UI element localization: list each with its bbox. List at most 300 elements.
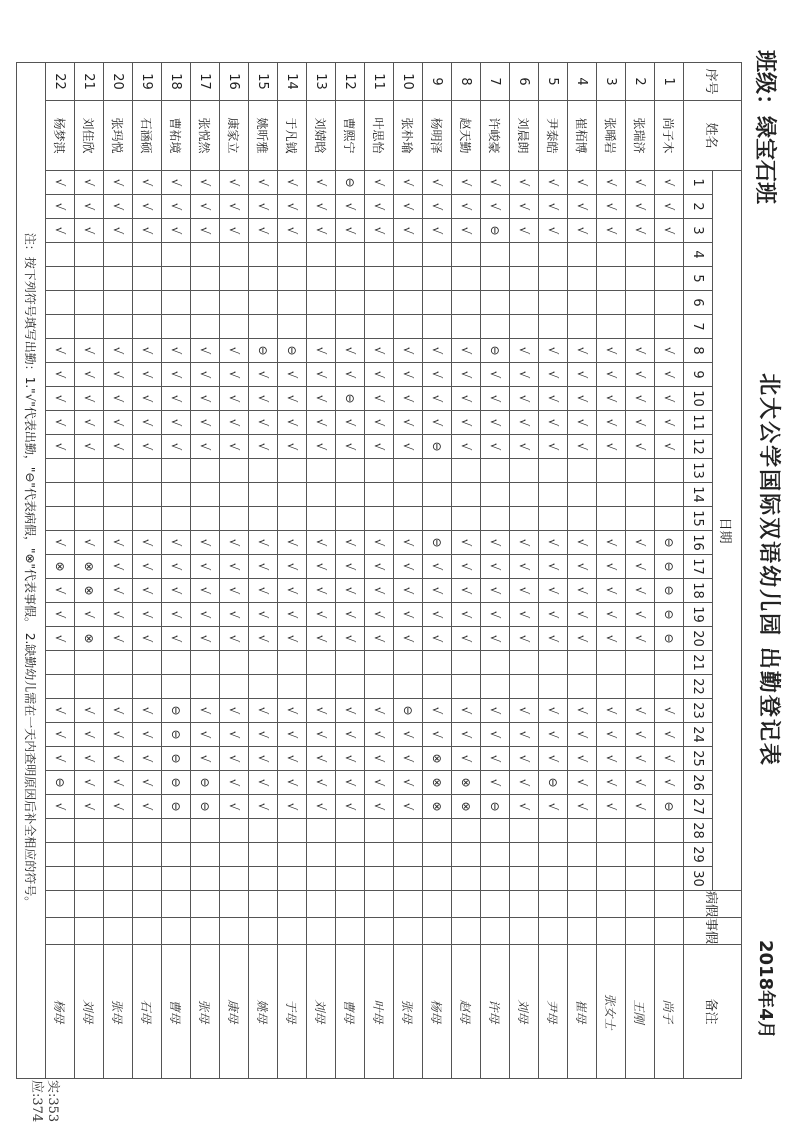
- attendance-mark-cell: √: [423, 555, 452, 579]
- attendance-mark-cell: [394, 507, 423, 531]
- attendance-mark-cell: √: [394, 627, 423, 651]
- attendance-mark-cell: √: [249, 219, 278, 243]
- attendance-mark-cell: √: [597, 195, 626, 219]
- remark-cell: 刘母: [510, 945, 539, 1079]
- remark-cell: 王刚: [626, 945, 655, 1079]
- sick-cell: [220, 891, 249, 918]
- name-cell: 康家立: [220, 101, 249, 171]
- sick-cell: [162, 891, 191, 918]
- attendance-mark-cell: [249, 459, 278, 483]
- attendance-mark-cell: [481, 315, 510, 339]
- attendance-mark-cell: [626, 291, 655, 315]
- attendance-mark-cell: [568, 315, 597, 339]
- attendance-mark-cell: ⊗: [46, 555, 75, 579]
- attendance-mark-cell: [568, 507, 597, 531]
- attendance-mark-cell: [539, 267, 568, 291]
- attendance-mark-cell: √: [75, 363, 104, 387]
- attendance-mark-cell: √: [75, 339, 104, 363]
- attendance-mark-cell: ⊗: [75, 555, 104, 579]
- attendance-mark-cell: √: [394, 771, 423, 795]
- attendance-mark-cell: [46, 459, 75, 483]
- attendance-mark-cell: √: [452, 555, 481, 579]
- attendance-mark-cell: [423, 267, 452, 291]
- attendance-mark-cell: [220, 315, 249, 339]
- attendance-mark-cell: √: [336, 795, 365, 819]
- attendance-mark-cell: √: [539, 555, 568, 579]
- attendance-mark-cell: √: [46, 339, 75, 363]
- attendance-mark-cell: [394, 651, 423, 675]
- name-cell: 曹祐境: [162, 101, 191, 171]
- seq-cell: 22: [46, 63, 75, 101]
- attendance-mark-cell: √: [278, 411, 307, 435]
- attendance-mark-cell: [46, 507, 75, 531]
- attendance-mark-cell: √: [423, 723, 452, 747]
- attendance-mark-cell: ⊖: [191, 771, 220, 795]
- table-row: [365, 63, 394, 1079]
- day-header-28: 28: [684, 819, 713, 843]
- attendance-mark-cell: √: [481, 363, 510, 387]
- attendance-mark-cell: [597, 267, 626, 291]
- attendance-mark-cell: √: [481, 387, 510, 411]
- attendance-mark-cell: [162, 843, 191, 867]
- attendance-mark-cell: [423, 843, 452, 867]
- attendance-mark-cell: [568, 291, 597, 315]
- attendance-mark-cell: √: [191, 195, 220, 219]
- attendance-mark-cell: [365, 507, 394, 531]
- attendance-mark-cell: √: [626, 531, 655, 555]
- attendance-mark-cell: √: [46, 579, 75, 603]
- attendance-mark-cell: √: [626, 339, 655, 363]
- table-row: [481, 63, 510, 1079]
- attendance-mark-cell: √: [336, 603, 365, 627]
- attendance-mark-cell: √: [539, 411, 568, 435]
- attendance-mark-cell: √: [568, 579, 597, 603]
- attendance-mark-cell: √: [423, 387, 452, 411]
- attendance-mark-cell: [568, 243, 597, 267]
- attendance-mark-cell: [452, 315, 481, 339]
- name-cell: 尹泰皓: [539, 101, 568, 171]
- attendance-mark-cell: ⊖: [655, 531, 684, 555]
- attendance-mark-cell: √: [278, 435, 307, 459]
- attendance-mark-cell: √: [220, 555, 249, 579]
- personal-cell: [191, 918, 220, 945]
- attendance-mark-cell: √: [539, 723, 568, 747]
- attendance-mark-cell: [104, 267, 133, 291]
- attendance-mark-cell: [481, 507, 510, 531]
- attendance-mark-cell: √: [278, 603, 307, 627]
- attendance-mark-cell: ⊗: [75, 579, 104, 603]
- remarks-header: 备注: [684, 945, 742, 1079]
- day-header-7: 7: [684, 315, 713, 339]
- attendance-mark-cell: √: [510, 339, 539, 363]
- sick-cell: [597, 891, 626, 918]
- attendance-mark-cell: ⊖: [539, 771, 568, 795]
- attendance-mark-cell: [510, 843, 539, 867]
- attendance-mark-cell: [539, 819, 568, 843]
- attendance-mark-cell: [423, 819, 452, 843]
- day-header-16: 16: [684, 531, 713, 555]
- attendance-mark-cell: [365, 675, 394, 699]
- attendance-mark-cell: [133, 459, 162, 483]
- attendance-mark-cell: √: [104, 363, 133, 387]
- attendance-mark-cell: √: [220, 363, 249, 387]
- attendance-mark-cell: √: [191, 627, 220, 651]
- attendance-mark-cell: √: [423, 627, 452, 651]
- seq-cell: 2: [626, 63, 655, 101]
- attendance-mark-cell: [220, 507, 249, 531]
- attendance-mark-cell: ⊗: [423, 747, 452, 771]
- attendance-mark-cell: √: [626, 411, 655, 435]
- attendance-mark-cell: √: [307, 195, 336, 219]
- attendance-mark-cell: √: [365, 195, 394, 219]
- seq-cell: 19: [133, 63, 162, 101]
- attendance-mark-cell: √: [191, 171, 220, 195]
- attendance-mark-cell: √: [104, 699, 133, 723]
- attendance-mark-cell: [104, 483, 133, 507]
- attendance-mark-cell: √: [307, 723, 336, 747]
- attendance-mark-cell: [597, 459, 626, 483]
- attendance-mark-cell: √: [46, 603, 75, 627]
- personal-cell: [539, 918, 568, 945]
- table-row: [336, 63, 365, 1079]
- name-cell: 于凡钺: [278, 101, 307, 171]
- attendance-mark-cell: [133, 867, 162, 891]
- attendance-mark-cell: [365, 315, 394, 339]
- day-header-24: 24: [684, 723, 713, 747]
- attendance-mark-cell: √: [655, 171, 684, 195]
- attendance-mark-cell: √: [220, 723, 249, 747]
- sick-cell: [307, 891, 336, 918]
- attendance-mark-cell: [481, 267, 510, 291]
- attendance-mark-cell: √: [162, 195, 191, 219]
- attendance-mark-cell: [597, 483, 626, 507]
- day-header-13: 13: [684, 459, 713, 483]
- attendance-mark-cell: [394, 315, 423, 339]
- attendance-mark-cell: √: [307, 387, 336, 411]
- attendance-mark-cell: √: [510, 435, 539, 459]
- table-row: [104, 63, 133, 1079]
- attendance-mark-cell: √: [307, 627, 336, 651]
- attendance-mark-cell: [394, 867, 423, 891]
- attendance-mark-cell: √: [191, 579, 220, 603]
- attendance-mark-cell: ⊖: [481, 339, 510, 363]
- attendance-mark-cell: [336, 243, 365, 267]
- attendance-mark-cell: [481, 483, 510, 507]
- attendance-mark-cell: [104, 291, 133, 315]
- attendance-mark-cell: [539, 867, 568, 891]
- attendance-mark-cell: √: [394, 219, 423, 243]
- name-cell: 杨梦淇: [46, 101, 75, 171]
- attendance-mark-cell: [249, 675, 278, 699]
- remark-cell: 尹母: [539, 945, 568, 1079]
- attendance-mark-cell: √: [191, 747, 220, 771]
- attendance-mark-cell: [597, 651, 626, 675]
- attendance-mark-cell: √: [249, 531, 278, 555]
- attendance-mark-cell: [626, 843, 655, 867]
- attendance-mark-cell: ⊖: [655, 579, 684, 603]
- attendance-mark-cell: √: [365, 411, 394, 435]
- attendance-mark-cell: √: [365, 627, 394, 651]
- attendance-mark-cell: √: [249, 555, 278, 579]
- attendance-mark-cell: [220, 267, 249, 291]
- attendance-mark-cell: √: [394, 411, 423, 435]
- attendance-mark-cell: [510, 459, 539, 483]
- attendance-mark-cell: [46, 819, 75, 843]
- attendance-mark-cell: √: [307, 339, 336, 363]
- attendance-mark-cell: [46, 675, 75, 699]
- attendance-mark-cell: [104, 507, 133, 531]
- attendance-mark-cell: [307, 819, 336, 843]
- attendance-mark-cell: [191, 651, 220, 675]
- attendance-mark-cell: [655, 819, 684, 843]
- attendance-mark-cell: [249, 291, 278, 315]
- attendance-mark-cell: √: [394, 171, 423, 195]
- attendance-mark-cell: √: [278, 363, 307, 387]
- remark-cell: 张女士: [597, 945, 626, 1079]
- attendance-mark-cell: [481, 651, 510, 675]
- attendance-mark-cell: √: [336, 723, 365, 747]
- attendance-mark-cell: [626, 483, 655, 507]
- name-cell: 刘佳欣: [75, 101, 104, 171]
- attendance-mark-cell: √: [75, 723, 104, 747]
- attendance-mark-cell: √: [365, 171, 394, 195]
- day-header-25: 25: [684, 747, 713, 771]
- day-header-8: 8: [684, 339, 713, 363]
- attendance-mark-cell: [278, 675, 307, 699]
- attendance-mark-cell: [510, 867, 539, 891]
- attendance-mark-cell: [278, 267, 307, 291]
- name-cell: 张瑞济: [626, 101, 655, 171]
- table-row: [162, 63, 191, 1079]
- attendance-mark-cell: √: [568, 771, 597, 795]
- seq-cell: 18: [162, 63, 191, 101]
- attendance-mark-cell: √: [162, 363, 191, 387]
- attendance-mark-cell: √: [75, 195, 104, 219]
- attendance-mark-cell: √: [510, 531, 539, 555]
- attendance-mark-cell: √: [104, 771, 133, 795]
- personal-cell: [655, 918, 684, 945]
- attendance-mark-cell: ⊗: [75, 627, 104, 651]
- attendance-mark-cell: ⊖: [394, 699, 423, 723]
- attendance-mark-cell: √: [510, 195, 539, 219]
- attendance-mark-cell: [510, 483, 539, 507]
- day-header-29: 29: [684, 843, 713, 867]
- attendance-mark-cell: [655, 267, 684, 291]
- attendance-mark-cell: [655, 651, 684, 675]
- day-header-17: 17: [684, 555, 713, 579]
- attendance-mark-cell: √: [75, 531, 104, 555]
- attendance-mark-cell: √: [307, 411, 336, 435]
- attendance-mark-cell: [365, 867, 394, 891]
- attendance-mark-cell: [307, 867, 336, 891]
- attendance-mark-cell: √: [249, 363, 278, 387]
- attendance-mark-cell: √: [278, 699, 307, 723]
- attendance-mark-cell: √: [539, 699, 568, 723]
- attendance-mark-cell: √: [191, 411, 220, 435]
- remark-cell: 康母: [220, 945, 249, 1079]
- attendance-mark-cell: √: [481, 411, 510, 435]
- attendance-mark-cell: [249, 315, 278, 339]
- attendance-mark-cell: [568, 459, 597, 483]
- name-cell: 曹熙宁: [336, 101, 365, 171]
- attendance-mark-cell: [191, 267, 220, 291]
- attendance-mark-cell: √: [278, 723, 307, 747]
- attendance-mark-cell: [452, 819, 481, 843]
- attendance-mark-cell: √: [568, 387, 597, 411]
- attendance-mark-cell: [191, 243, 220, 267]
- attendance-mark-cell: √: [597, 339, 626, 363]
- attendance-mark-cell: √: [220, 771, 249, 795]
- remark-cell: 于母: [278, 945, 307, 1079]
- attendance-mark-cell: √: [481, 699, 510, 723]
- attendance-mark-cell: √: [133, 195, 162, 219]
- attendance-mark-cell: √: [655, 363, 684, 387]
- day-header-10: 10: [684, 387, 713, 411]
- attendance-mark-cell: √: [481, 555, 510, 579]
- attendance-mark-cell: [162, 267, 191, 291]
- attendance-mark-cell: √: [249, 795, 278, 819]
- attendance-mark-cell: √: [568, 627, 597, 651]
- attendance-mark-cell: √: [336, 555, 365, 579]
- personal-cell: [307, 918, 336, 945]
- attendance-mark-cell: √: [510, 747, 539, 771]
- attendance-mark-cell: √: [626, 579, 655, 603]
- attendance-mark-cell: [249, 267, 278, 291]
- attendance-mark-cell: √: [191, 699, 220, 723]
- attendance-mark-cell: [336, 675, 365, 699]
- attendance-mark-cell: √: [423, 603, 452, 627]
- attendance-mark-cell: √: [220, 339, 249, 363]
- table-row: [278, 63, 307, 1079]
- attendance-mark-cell: ⊖: [655, 627, 684, 651]
- attendance-mark-cell: [481, 867, 510, 891]
- attendance-mark-cell: √: [75, 219, 104, 243]
- attendance-mark-cell: √: [510, 723, 539, 747]
- attendance-mark-cell: √: [133, 771, 162, 795]
- attendance-mark-cell: √: [655, 219, 684, 243]
- attendance-mark-cell: ⊖: [423, 435, 452, 459]
- attendance-mark-cell: √: [597, 579, 626, 603]
- remark-cell: 刘母: [75, 945, 104, 1079]
- table-row: [133, 63, 162, 1079]
- attendance-mark-cell: √: [104, 531, 133, 555]
- seq-cell: 4: [568, 63, 597, 101]
- attendance-mark-cell: √: [626, 387, 655, 411]
- personal-cell: [133, 918, 162, 945]
- attendance-mark-cell: [307, 459, 336, 483]
- table-row: [191, 63, 220, 1079]
- attendance-mark-cell: √: [220, 531, 249, 555]
- attendance-mark-cell: [626, 243, 655, 267]
- attendance-mark-cell: √: [510, 387, 539, 411]
- attendance-mark-cell: [423, 291, 452, 315]
- attendance-mark-cell: √: [249, 723, 278, 747]
- table-row: [220, 63, 249, 1079]
- table-row: [75, 63, 104, 1079]
- attendance-mark-cell: √: [307, 795, 336, 819]
- attendance-mark-cell: √: [191, 387, 220, 411]
- attendance-mark-cell: [249, 843, 278, 867]
- remark-cell: 叶母: [365, 945, 394, 1079]
- attendance-mark-cell: √: [626, 627, 655, 651]
- attendance-mark-cell: √: [568, 603, 597, 627]
- attendance-mark-cell: √: [220, 795, 249, 819]
- attendance-mark-cell: √: [133, 603, 162, 627]
- attendance-mark-cell: [162, 483, 191, 507]
- day-header-6: 6: [684, 291, 713, 315]
- attendance-mark-cell: [655, 483, 684, 507]
- attendance-mark-cell: √: [249, 579, 278, 603]
- attendance-mark-cell: √: [452, 195, 481, 219]
- attendance-mark-cell: √: [307, 531, 336, 555]
- seq-cell: 10: [394, 63, 423, 101]
- attendance-mark-cell: √: [162, 387, 191, 411]
- attendance-mark-cell: √: [597, 771, 626, 795]
- attendance-mark-cell: √: [46, 747, 75, 771]
- attendance-mark-cell: [510, 507, 539, 531]
- attendance-mark-cell: [133, 819, 162, 843]
- attendance-mark-cell: [336, 819, 365, 843]
- attendance-mark-cell: [104, 819, 133, 843]
- attendance-mark-cell: √: [626, 219, 655, 243]
- attendance-mark-cell: √: [626, 723, 655, 747]
- attendance-mark-cell: [278, 483, 307, 507]
- attendance-mark-cell: [133, 675, 162, 699]
- name-cell: 张晞岩: [597, 101, 626, 171]
- attendance-mark-cell: √: [133, 339, 162, 363]
- attendance-mark-cell: [220, 483, 249, 507]
- attendance-mark-cell: √: [510, 555, 539, 579]
- attendance-mark-cell: [510, 675, 539, 699]
- attendance-mark-cell: [423, 315, 452, 339]
- attendance-mark-cell: √: [394, 723, 423, 747]
- attendance-mark-cell: √: [133, 219, 162, 243]
- attendance-mark-cell: √: [452, 171, 481, 195]
- attendance-mark-cell: [220, 867, 249, 891]
- attendance-mark-cell: [75, 843, 104, 867]
- attendance-mark-cell: √: [307, 555, 336, 579]
- personal-cell: [394, 918, 423, 945]
- attendance-mark-cell: [655, 459, 684, 483]
- attendance-mark-cell: [278, 459, 307, 483]
- footnote-row: [17, 63, 46, 1079]
- attendance-mark-cell: [365, 651, 394, 675]
- attendance-mark-cell: √: [394, 531, 423, 555]
- attendance-mark-cell: √: [423, 579, 452, 603]
- attendance-mark-cell: √: [365, 435, 394, 459]
- table-row: [249, 63, 278, 1079]
- attendance-mark-cell: √: [481, 627, 510, 651]
- attendance-mark-cell: √: [220, 747, 249, 771]
- remark-cell: 崔母: [568, 945, 597, 1079]
- attendance-mark-cell: [539, 651, 568, 675]
- attendance-mark-cell: √: [46, 627, 75, 651]
- attendance-mark-cell: [365, 243, 394, 267]
- attendance-mark-cell: [46, 315, 75, 339]
- attendance-mark-cell: √: [394, 435, 423, 459]
- remark-cell: 赵母: [452, 945, 481, 1079]
- attendance-mark-cell: [307, 315, 336, 339]
- table-row: [423, 63, 452, 1079]
- attendance-mark-cell: [75, 819, 104, 843]
- sick-cell: [655, 891, 684, 918]
- attendance-mark-cell: [104, 651, 133, 675]
- day-header-27: 27: [684, 795, 713, 819]
- attendance-mark-cell: ⊖: [655, 555, 684, 579]
- personal-cell: [423, 918, 452, 945]
- attendance-mark-cell: √: [220, 195, 249, 219]
- attendance-mark-cell: √: [46, 219, 75, 243]
